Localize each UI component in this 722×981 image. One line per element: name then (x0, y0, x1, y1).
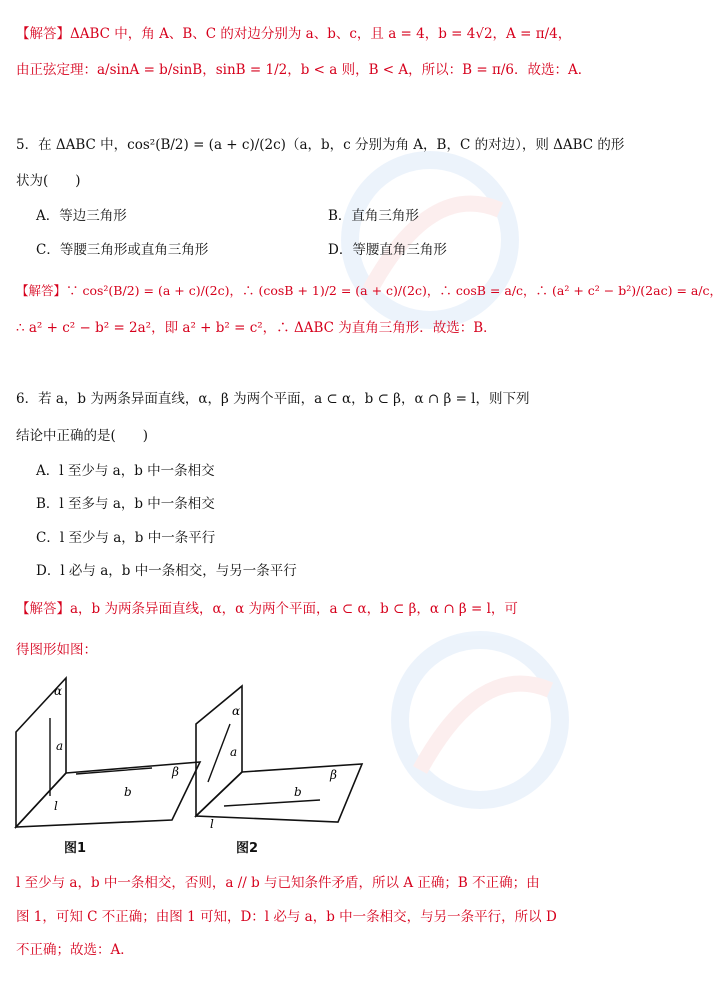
line-b-2 (224, 800, 320, 806)
label-b-1: b (124, 785, 132, 799)
question-6-cont: 结论中正确的是( ) (16, 428, 149, 444)
q6-option-c: C．l 至少与 a，b 中一条平行 (36, 530, 216, 546)
conclusion-line1: l 至少与 a，b 中一条相交，否则，a // b 与已知条件矛盾，所以 A 正确；B 不正确；由 (16, 875, 540, 891)
label-b-2: b (294, 785, 302, 799)
answer-4-line1: 【解答】ΔABC 中，角 A、B、C 的对边分别为 a、b、c，且 a = 4，b = 4√2，A = π/4， (16, 26, 572, 42)
question-6: 6．若 a，b 为两条异面直线，α，β 为两个平面，a ⊂ α，b ⊂ β，α ∩ β = l，则下列 (16, 391, 530, 407)
figure-1-caption: 图1 (64, 841, 87, 856)
label-alpha-1: α (54, 684, 63, 698)
label-l-1: l (54, 799, 58, 813)
figure-1 (10, 670, 210, 830)
label-a-2: a (230, 745, 238, 759)
question-5-cont: 状为( ) (16, 173, 81, 189)
label-alpha-2: α (232, 704, 241, 718)
line-a-2 (208, 724, 230, 782)
figure-2 (190, 682, 370, 832)
answer-4-line2: 由正弦定理：a/sinA = b/sinB，sinB = 1/2，b < a 则，B < A，所以：B = π/6．故选：A． (16, 62, 592, 78)
conclusion-line2: 图 1，可知 C 不正确；由图 1 可知，D：l 必与 a，b 中一条相交，与另一条平行，所以 D (16, 909, 557, 925)
figure-2-caption: 图2 (236, 841, 259, 856)
label-beta-2: β (330, 768, 337, 782)
q6-option-b: B．l 至多与 a，b 中一条相交 (36, 496, 215, 512)
q5-option-d: D．等腰直角三角形 (328, 242, 447, 258)
q5-option-a: A．等边三角形 (36, 208, 127, 224)
label-beta-1: β (172, 765, 179, 779)
q6-option-a: A．l 至少与 a，b 中一条相交 (36, 463, 215, 479)
q5-option-b: B．直角三角形 (328, 208, 419, 224)
answer-5-line1: 【解答】∵ cos²(B/2) = (a + c)/(2c)，∴ (cosB + 1)/2 = (a + c)/(2c)，∴ cosB = a/c，∴ (a² + c² − b²)/(2ac) = a/c， (16, 283, 722, 298)
q6-option-d: D．l 必与 a，b 中一条相交，与另一条平行 (36, 563, 297, 579)
answer-6-line2: 得图形如图： (16, 642, 97, 658)
plane-beta-2 (196, 764, 362, 822)
label-l-2: l (210, 817, 214, 831)
label-a-1: a (56, 739, 64, 753)
answer-6-line1: 【解答】a，b 为两条异面直线，α，α 为两个平面，a ⊂ α，b ⊂ β，α ∩ β = l，可 (16, 601, 518, 617)
answer-5-line2: ∴ a² + c² − b² = 2a²，即 a² + b² = c²，∴ ΔABC 为直角三角形．故选：B． (16, 320, 497, 336)
conclusion-line3: 不正确；故选：A． (16, 942, 134, 958)
q5-option-c: C．等腰三角形或直角三角形 (36, 242, 209, 258)
question-5: 5．在 ΔABC 中，cos²(B/2) = (a + c)/(2c)（a，b，c 分别为角 A，B，C 的对边），则 ΔABC 的形 (16, 137, 625, 153)
watermark-logo (380, 620, 580, 820)
